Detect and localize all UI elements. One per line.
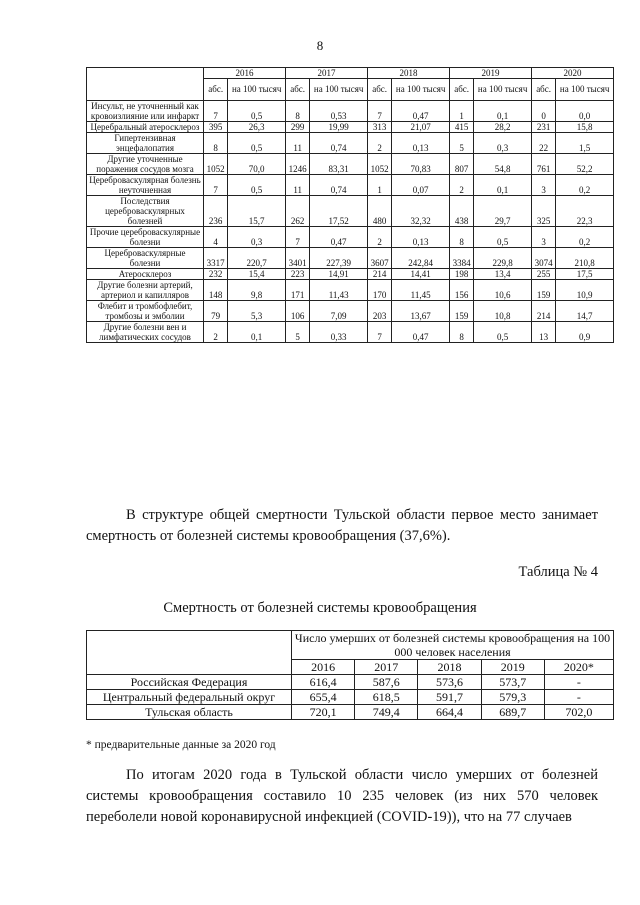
region-label: Российская Федерация: [87, 675, 292, 690]
abs-value-cell: 2: [204, 322, 228, 343]
rate-value-cell: 21,07: [392, 122, 450, 133]
abs-value-cell: 203: [367, 301, 391, 322]
region-label: Центральный федеральный округ: [87, 690, 292, 705]
abs-value-cell: 1052: [204, 154, 228, 175]
value-cell: -: [544, 675, 613, 690]
rate-value-cell: 0,2: [556, 227, 614, 248]
table-row: [87, 675, 614, 690]
abs-value-cell: 170: [367, 280, 391, 301]
table-label: Таблица № 4: [518, 564, 598, 580]
rate-header: на 100 тысяч: [392, 79, 450, 101]
rate-value-cell: 5,3: [228, 301, 286, 322]
abs-value-cell: 79: [204, 301, 228, 322]
table-row: [87, 322, 614, 343]
abs-value-cell: 1052: [367, 154, 391, 175]
rate-value-cell: 13,4: [474, 269, 532, 280]
rate-value-cell: 0,1: [474, 175, 532, 196]
rate-value-cell: 28,2: [474, 122, 532, 133]
abs-value-cell: 807: [449, 154, 473, 175]
corner-cell: [87, 68, 204, 101]
abs-value-cell: 761: [531, 154, 555, 175]
year-header: 2020*: [544, 660, 613, 675]
year-header: 2019: [481, 660, 544, 675]
abs-value-cell: 7: [367, 322, 391, 343]
year-header-row: [87, 68, 614, 79]
rate-value-cell: 13,67: [392, 301, 450, 322]
table-row: [87, 154, 614, 175]
rate-value-cell: 0,5: [474, 322, 532, 343]
rate-value-cell: 0,5: [228, 101, 286, 122]
rate-value-cell: 0,2: [556, 175, 614, 196]
abs-value-cell: 7: [367, 101, 391, 122]
rate-value-cell: 0,5: [228, 133, 286, 154]
rate-value-cell: 220,7: [228, 248, 286, 269]
abs-value-cell: 11: [285, 175, 309, 196]
abs-header: абс.: [449, 79, 473, 101]
rate-value-cell: 1,5: [556, 133, 614, 154]
rate-value-cell: 0,47: [392, 101, 450, 122]
year-header: 2018: [418, 660, 481, 675]
table-row: [87, 227, 614, 248]
abs-value-cell: 313: [367, 122, 391, 133]
header-row: [87, 631, 614, 660]
value-cell: 702,0: [544, 705, 613, 720]
abs-value-cell: 8: [285, 101, 309, 122]
abs-value-cell: 299: [285, 122, 309, 133]
table-row: [87, 101, 614, 122]
abs-value-cell: 214: [367, 269, 391, 280]
year-header: 2016: [204, 68, 286, 79]
rate-value-cell: 242,84: [392, 248, 450, 269]
abs-value-cell: 13: [531, 322, 555, 343]
row-label: Цереброваскулярные болезни: [87, 248, 204, 269]
abs-header: абс.: [367, 79, 391, 101]
abs-value-cell: 2: [367, 133, 391, 154]
abs-value-cell: 159: [449, 301, 473, 322]
row-label: Атеросклероз: [87, 269, 204, 280]
rate-value-cell: 229,8: [474, 248, 532, 269]
rate-value-cell: 10,9: [556, 280, 614, 301]
rate-value-cell: 0,13: [392, 227, 450, 248]
table-row: [87, 705, 614, 720]
paragraph-text: В структуре общей смертности Тульской области первое место занимает смертность от болезней системы кровообращения (37,6%).: [86, 507, 598, 544]
row-label: Инсульт, не уточненный как кровоизлияние или инфаркт: [87, 101, 204, 122]
paragraph-results: [86, 765, 598, 828]
value-cell: 616,4: [292, 675, 355, 690]
abs-value-cell: 7: [204, 101, 228, 122]
value-cell: 587,6: [355, 675, 418, 690]
rate-value-cell: 210,8: [556, 248, 614, 269]
table-row: [87, 175, 614, 196]
abs-value-cell: 3: [531, 227, 555, 248]
paragraph-text: По итогам 2020 года в Тульской области число умерших от болезней системы кровообращения составило 10 235 человек (из них 570 человек переболели новой коронавирусной инфекцией (COVID-19)), что на 77 случаев: [86, 767, 598, 825]
rate-value-cell: 0,74: [310, 175, 368, 196]
value-cell: 749,4: [355, 705, 418, 720]
year-header: 2018: [367, 68, 449, 79]
rate-value-cell: 0,0: [556, 101, 614, 122]
abs-header: абс.: [285, 79, 309, 101]
rate-value-cell: 9,8: [228, 280, 286, 301]
year-header: 2017: [355, 660, 418, 675]
abs-value-cell: 7: [204, 175, 228, 196]
rate-value-cell: 17,52: [310, 196, 368, 227]
rate-value-cell: 0,3: [474, 133, 532, 154]
abs-value-cell: 2: [367, 227, 391, 248]
rate-value-cell: 0,5: [474, 227, 532, 248]
rate-value-cell: 15,4: [228, 269, 286, 280]
table-row: [87, 122, 614, 133]
abs-value-cell: 148: [204, 280, 228, 301]
abs-value-cell: 415: [449, 122, 473, 133]
rate-value-cell: 0,74: [310, 133, 368, 154]
rate-value-cell: 11,43: [310, 280, 368, 301]
value-cell: 573,6: [418, 675, 481, 690]
abs-value-cell: 5: [449, 133, 473, 154]
row-label: Другие болезни вен и лимфатических сосудов: [87, 322, 204, 343]
abs-value-cell: 156: [449, 280, 473, 301]
row-label: Прочие цереброваскулярные болезни: [87, 227, 204, 248]
rate-value-cell: 54,8: [474, 154, 532, 175]
abs-value-cell: 11: [285, 133, 309, 154]
abs-value-cell: 198: [449, 269, 473, 280]
table-row: [87, 280, 614, 301]
abs-value-cell: 2: [449, 175, 473, 196]
abs-value-cell: 214: [531, 301, 555, 322]
year-header: 2019: [449, 68, 531, 79]
rate-value-cell: 7,09: [310, 301, 368, 322]
value-cell: 591,7: [418, 690, 481, 705]
table-row: [87, 248, 614, 269]
table-header: Число умерших от болезней системы кровообращения на 100 000 человек населения: [292, 631, 614, 660]
value-cell: 664,4: [418, 705, 481, 720]
abs-value-cell: 3317: [204, 248, 228, 269]
table-row: [87, 133, 614, 154]
rate-value-cell: 32,32: [392, 196, 450, 227]
rate-header: на 100 тысяч: [228, 79, 286, 101]
abs-value-cell: 262: [285, 196, 309, 227]
abs-value-cell: 3384: [449, 248, 473, 269]
rate-value-cell: 26,3: [228, 122, 286, 133]
abs-value-cell: 1: [449, 101, 473, 122]
row-label: Другие болезни артерий, артериол и капилляров: [87, 280, 204, 301]
table-row: [87, 196, 614, 227]
row-label: Гипертензивная энцефалопатия: [87, 133, 204, 154]
diseases-table: [86, 67, 614, 343]
abs-value-cell: 5: [285, 322, 309, 343]
rate-value-cell: 29,7: [474, 196, 532, 227]
abs-value-cell: 106: [285, 301, 309, 322]
paragraph-structure: [86, 505, 598, 547]
rate-header: на 100 тысяч: [310, 79, 368, 101]
abs-value-cell: 7: [285, 227, 309, 248]
rate-value-cell: 0,3: [228, 227, 286, 248]
table-title: Смертность от болезней системы кровообращения: [163, 600, 477, 616]
rate-value-cell: 11,45: [392, 280, 450, 301]
abs-value-cell: 1: [367, 175, 391, 196]
rate-header: на 100 тысяч: [556, 79, 614, 101]
rate-value-cell: 70,0: [228, 154, 286, 175]
abs-value-cell: 159: [531, 280, 555, 301]
rate-value-cell: 14,91: [310, 269, 368, 280]
table-row: [87, 690, 614, 705]
abs-value-cell: 8: [449, 322, 473, 343]
rate-value-cell: 0,13: [392, 133, 450, 154]
rate-value-cell: 15,7: [228, 196, 286, 227]
rate-value-cell: 10,8: [474, 301, 532, 322]
abs-value-cell: 231: [531, 122, 555, 133]
abs-value-cell: 4: [204, 227, 228, 248]
abs-value-cell: 1246: [285, 154, 309, 175]
value-cell: 579,3: [481, 690, 544, 705]
abs-header: абс.: [531, 79, 555, 101]
rate-value-cell: 17,5: [556, 269, 614, 280]
abs-header: абс.: [204, 79, 228, 101]
year-header: 2020: [531, 68, 613, 79]
rate-value-cell: 0,1: [474, 101, 532, 122]
year-header: 2016: [292, 660, 355, 675]
footnote: * предварительные данные за 2020 год: [86, 739, 276, 751]
page-number: 8: [316, 38, 324, 53]
region-label: Тульская область: [87, 705, 292, 720]
rate-value-cell: 22,3: [556, 196, 614, 227]
table-row: [87, 269, 614, 280]
abs-value-cell: 236: [204, 196, 228, 227]
row-label: Флебит и тромбофлебит, тромбозы и эмболии: [87, 301, 204, 322]
abs-value-cell: 8: [449, 227, 473, 248]
rate-value-cell: 83,31: [310, 154, 368, 175]
value-cell: 618,5: [355, 690, 418, 705]
value-cell: -: [544, 690, 613, 705]
rate-value-cell: 0,07: [392, 175, 450, 196]
abs-value-cell: 438: [449, 196, 473, 227]
abs-value-cell: 22: [531, 133, 555, 154]
rate-value-cell: 0,9: [556, 322, 614, 343]
abs-value-cell: 3607: [367, 248, 391, 269]
rate-header: на 100 тысяч: [474, 79, 532, 101]
rate-value-cell: 0,47: [392, 322, 450, 343]
abs-value-cell: 232: [204, 269, 228, 280]
corner-cell: [87, 631, 292, 675]
row-label: Последствия цереброваскулярных болезней: [87, 196, 204, 227]
rate-value-cell: 14,7: [556, 301, 614, 322]
table-row: [87, 301, 614, 322]
abs-value-cell: 395: [204, 122, 228, 133]
abs-value-cell: 223: [285, 269, 309, 280]
rate-value-cell: 70,83: [392, 154, 450, 175]
rate-value-cell: 0,1: [228, 322, 286, 343]
value-cell: 720,1: [292, 705, 355, 720]
rate-value-cell: 15,8: [556, 122, 614, 133]
abs-value-cell: 3: [531, 175, 555, 196]
rate-value-cell: 227,39: [310, 248, 368, 269]
abs-value-cell: 325: [531, 196, 555, 227]
rate-value-cell: 0,33: [310, 322, 368, 343]
rate-value-cell: 14,41: [392, 269, 450, 280]
rate-value-cell: 0,53: [310, 101, 368, 122]
abs-value-cell: 8: [204, 133, 228, 154]
year-header: 2017: [285, 68, 367, 79]
mortality-table: [86, 630, 614, 720]
rate-value-cell: 52,2: [556, 154, 614, 175]
row-label: Цереброваскулярная болезнь неуточненная: [87, 175, 204, 196]
rate-value-cell: 0,5: [228, 175, 286, 196]
rate-value-cell: 19,99: [310, 122, 368, 133]
value-cell: 655,4: [292, 690, 355, 705]
value-cell: 689,7: [481, 705, 544, 720]
abs-value-cell: 480: [367, 196, 391, 227]
value-cell: 573,7: [481, 675, 544, 690]
abs-value-cell: 0: [531, 101, 555, 122]
abs-value-cell: 171: [285, 280, 309, 301]
rate-value-cell: 10,6: [474, 280, 532, 301]
row-label: Церебральный атеросклероз: [87, 122, 204, 133]
row-label: Другие уточненные поражения сосудов мозга: [87, 154, 204, 175]
abs-value-cell: 3074: [531, 248, 555, 269]
abs-value-cell: 255: [531, 269, 555, 280]
abs-value-cell: 3401: [285, 248, 309, 269]
rate-value-cell: 0,47: [310, 227, 368, 248]
